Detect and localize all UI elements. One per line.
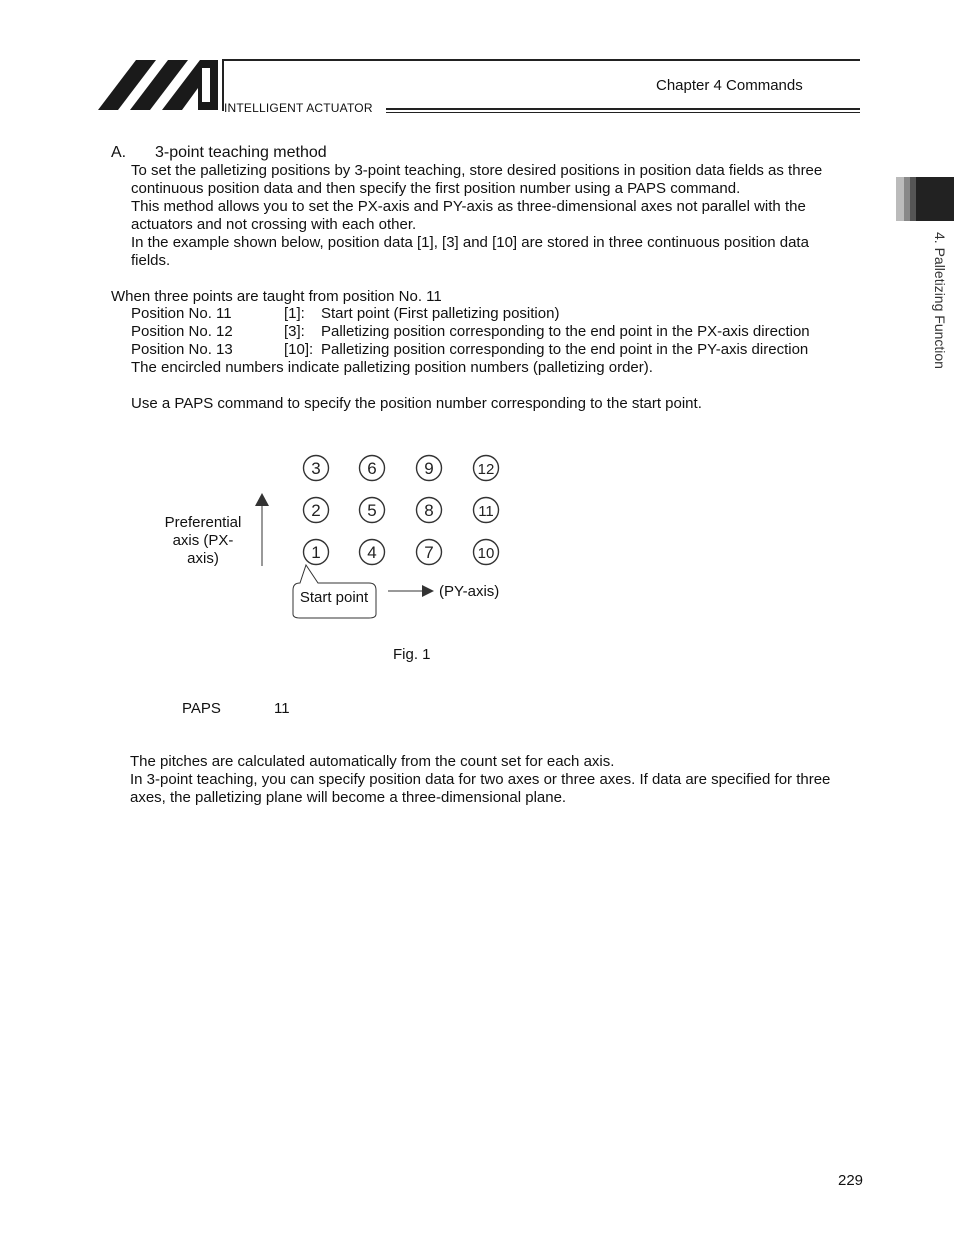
- encircled-note: The encircled numbers indicate palletizing position numbers (palletizing order).: [131, 359, 653, 376]
- position-circle: [417, 456, 442, 481]
- start-point-label: Start point: [299, 589, 369, 606]
- header-rule-bottom: [386, 108, 860, 110]
- position-number: 3: [311, 459, 321, 478]
- iai-logo: [98, 58, 220, 112]
- px-axis-arrowhead: [255, 493, 269, 506]
- position-circle: [474, 456, 499, 481]
- position-circle: [304, 456, 329, 481]
- paragraph-line: In the example shown below, position data [1], [3] and [10] are stored in three continuous position data: [131, 234, 809, 251]
- position-circle: [360, 456, 385, 481]
- teach-position: Position No. 11: [131, 305, 232, 322]
- position-circle: [417, 498, 442, 523]
- header-rule-top: [224, 59, 860, 61]
- closing-line: In 3-point teaching, you can specify position data for two axes or three axes. If data are specified for three: [130, 771, 831, 788]
- teach-desc: Start point (First palletizing position): [321, 305, 560, 322]
- section-marker: A.: [111, 144, 127, 161]
- palletizing-figure: [150, 440, 530, 630]
- chapter-title: Chapter 4 Commands: [656, 77, 803, 94]
- position-number: 12: [477, 461, 495, 478]
- paragraph-line: This method allows you to set the PX-axis and PY-axis as three-dimensional axes not parallel with the: [131, 198, 806, 215]
- teach-intro: When three points are taught from position No. 11: [111, 288, 442, 305]
- command-operand: 11: [274, 700, 290, 717]
- header-rule-bottom-thin: [386, 112, 860, 113]
- teach-ref: [3]:: [284, 323, 305, 340]
- position-circle: [304, 540, 329, 565]
- position-circle: [360, 540, 385, 565]
- figure-caption: Fig. 1: [393, 646, 431, 663]
- paragraph-line: continuous position data and then specify the first position number using a PAPS command.: [131, 180, 741, 197]
- side-tab-label: 4. Palletizing Function: [932, 232, 948, 369]
- teach-ref: [10]:: [284, 341, 314, 358]
- teach-desc: Palletizing position corresponding to the end point in the PX-axis direction: [321, 323, 810, 340]
- teach-position: Position No. 12: [131, 323, 233, 340]
- teach-desc: Palletizing position corresponding to the end point in the PY-axis direction: [321, 341, 809, 358]
- command-name: PAPS: [182, 700, 221, 717]
- position-number: 9: [424, 459, 434, 478]
- teach-ref: [1]:: [284, 305, 305, 322]
- position-grid: [304, 456, 499, 565]
- position-number: 10: [477, 545, 495, 562]
- paragraph-line: fields.: [131, 252, 171, 269]
- px-axis-label: axis (PX-: [172, 532, 234, 549]
- position-number: 1: [311, 543, 321, 562]
- position-number: 8: [424, 501, 434, 520]
- position-number: 5: [367, 501, 377, 520]
- brand-text: INTELLIGENT ACTUATOR: [224, 101, 373, 115]
- section-title: 3-point teaching method: [155, 144, 327, 161]
- position-number: 2: [311, 501, 321, 520]
- position-circle: [474, 540, 499, 565]
- chapter-tab: [896, 177, 954, 221]
- closing-line: axes, the palletizing plane will become a three-dimensional plane.: [130, 789, 567, 806]
- page-number: 229: [838, 1172, 864, 1189]
- paragraph-line: To set the palletizing positions by 3-point teaching, store desired positions in position data fields as three: [131, 162, 823, 179]
- position-circle: [474, 498, 499, 523]
- position-circle: [417, 540, 442, 565]
- position-number: 4: [367, 543, 377, 562]
- position-number: 6: [367, 459, 377, 478]
- position-number: 7: [424, 543, 434, 562]
- closing-line: The pitches are calculated automatically from the count set for each axis.: [130, 753, 615, 770]
- position-circle: [304, 498, 329, 523]
- px-axis-label: Preferential: [164, 514, 242, 531]
- paragraph-line: actuators and not crossing with each other.: [131, 216, 417, 233]
- position-number: 11: [478, 503, 494, 520]
- paps-note: Use a PAPS command to specify the position number corresponding to the start point.: [131, 395, 702, 412]
- position-circle: [360, 498, 385, 523]
- teach-position: Position No. 13: [131, 341, 233, 358]
- py-axis-arrowhead: [422, 585, 434, 597]
- py-axis-label: (PY-axis): [439, 583, 500, 600]
- px-axis-label: axis): [187, 550, 219, 567]
